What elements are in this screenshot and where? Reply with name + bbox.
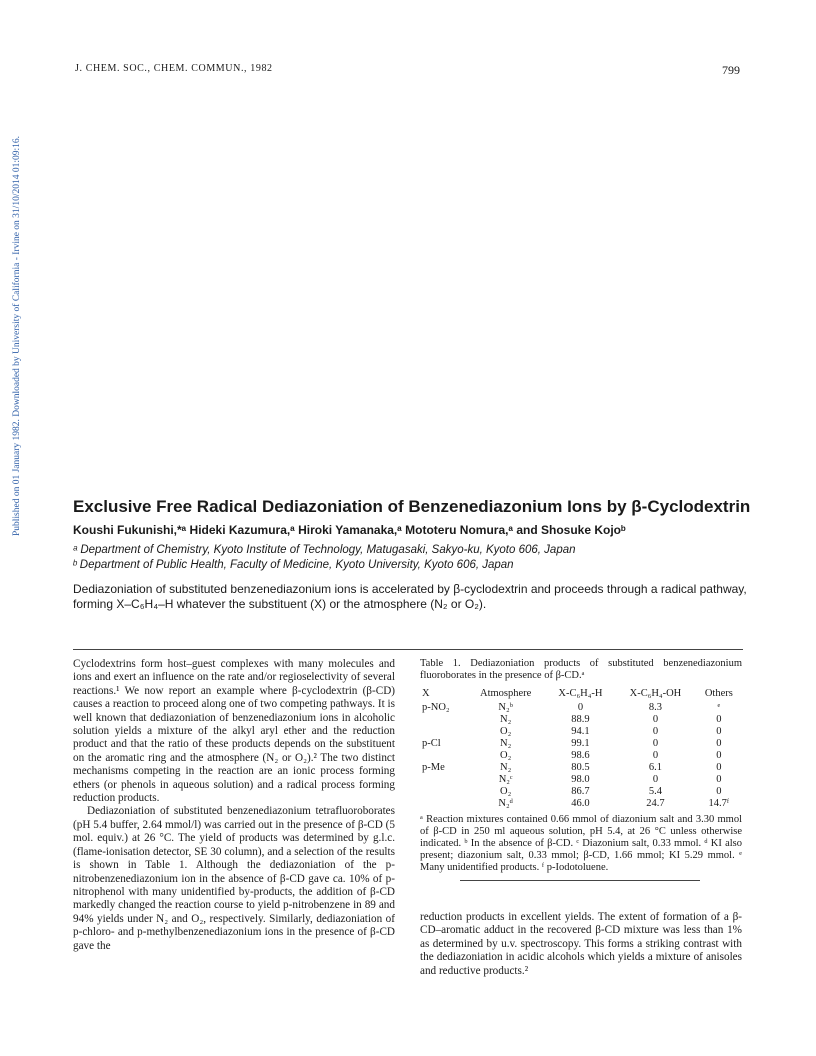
table-cell: p-NO₂	[422, 702, 450, 713]
affiliation-b: ᵇ Department of Public Health, Faculty of Medicine, Kyoto University, Kyoto 606, Japan	[73, 559, 514, 571]
table-footnotes: ᵃ Reaction mixtures contained 0.66 mmol of diazonium salt and 3.30 mmol of β-CD in 250 ml aqueous solution, pH 5.4, at 26 °C unless otherwise indicated. ᵇ In the absence of β-CD. ᶜ Diazonium salt, 0.33 mmol. ᵈ KI also present; diazonium salt, 0.33 mmol; β-CD, 1.66 mmol; KI 5.29 mmol. ᵉ Many unidentified products. ᶠ p-Iodotoluene.	[420, 814, 742, 873]
table-cell: p-Me	[422, 762, 445, 773]
page-number: 799	[722, 63, 740, 77]
table-1	[420, 658, 742, 881]
provenance-note: Published on 01 January 1982. Downloaded by University of California - Irvine on 31/10/2014 01:09:16.	[12, 136, 22, 537]
table-cell: N₂	[500, 738, 512, 749]
table-cell	[420, 726, 466, 738]
table-row	[420, 762, 742, 774]
table-cell: 0	[716, 762, 722, 773]
running-head: J. CHEM. SOC., CHEM. COMMUN., 1982	[75, 63, 273, 74]
table-cell: 98.0	[571, 774, 590, 785]
table-cell: N₂	[500, 762, 512, 773]
body-paragraph-1: Cyclodextrins form host–guest complexes with many molecules and ions and exert an influence on the rate and/or regioselectivity of several reactions.¹ We now report an example where β-cyclodextrin (β-CD) causes a reaction to proceed along one of two competing pathways. It is well known that dediazoniation of benzenediazonium ions in alcoholic solution yields a mixture of the alkyl aryl ether and the reduction product and that the ratio of these products depends on the substituent on the aromatic ring and the atmosphere (N₂ or O₂).² The two distinct mechanisms competing in the reaction are an ionic process forming ethers (or phenols in aqueous solution) and a radical process forming reduction products.	[73, 658, 395, 805]
table-cell: 86.7	[571, 786, 590, 797]
column-header: X-C₆H₄-OH	[629, 688, 682, 699]
body-paragraph-2: Dediazoniation of substituted benzenediazonium tetrafluoroborates (pH 5.4 buffer, 2.64 mmol/l) was carried out in the presence of β-CD (5 mol. equiv.) at 26 °C. The yield of products was determined by g.l.c. (flame-ionisation detector, SE 30 column), and a selection of the results is shown in Table 1. Although the dediazoniation of the p-nitrobenzenediazonium ion in the absence of β-CD gave ca. 10% of p-nitrophenol with many unidentified by-products, the addition of β-CD markedly changed the reaction course to yield p-nitrobenzene in 89 and 94% yields under N₂ and O₂, respectively. Similarly, dediazoniation of p-chloro- and p-methylbenzenediazonium ions in the presence of β-CD gave the	[73, 805, 395, 952]
results-table	[420, 688, 742, 810]
table-cell: N₂ᵈ	[498, 798, 513, 809]
right-column	[420, 911, 742, 978]
table-cell: 0	[577, 702, 584, 713]
table-cell: 0	[716, 750, 722, 761]
table-row	[420, 702, 742, 714]
table-row	[420, 798, 742, 810]
column-header: X	[422, 688, 430, 699]
table-cell: 0	[716, 774, 722, 785]
table-row	[420, 774, 742, 786]
article-title: Exclusive Free Radical Dediazoniation of Benzenediazonium Ions by β-Cyclodextrin	[73, 497, 751, 516]
article-header	[73, 497, 753, 612]
table-cell: 0	[652, 726, 659, 737]
table-cell: O₂	[500, 726, 512, 737]
table-cell: 8.3	[648, 702, 662, 713]
abstract-divider	[73, 649, 743, 650]
table-cell: 24.7	[646, 798, 665, 809]
table-cell: 0	[652, 738, 659, 749]
table-cell	[420, 798, 466, 810]
table-row	[420, 738, 742, 750]
table-cell: N₂ᵇ	[498, 702, 513, 713]
table-caption: Table 1. Dediazoniation products of substituted benzenediazonium fluoroborates in the presence of β-CD.ᵃ	[420, 658, 742, 681]
table-row	[420, 750, 742, 762]
table-cell: 98.6	[571, 750, 590, 761]
table-row	[420, 786, 742, 798]
table-cell: 14.7ᶠ	[708, 798, 730, 809]
table-cell: O₂	[500, 786, 512, 797]
table-cell: 0	[652, 774, 659, 785]
table-cell: O₂	[500, 750, 512, 761]
table-cell: 0	[652, 714, 659, 725]
left-column	[73, 658, 395, 953]
table-cell: 46.0	[571, 798, 590, 809]
table-cell: 88.9	[571, 714, 590, 725]
column-header: Atmosphere	[480, 688, 532, 699]
table-row	[420, 714, 742, 726]
table-cell: ᵉ	[717, 702, 721, 713]
body-paragraph-3: reduction products in excellent yields. The extent of formation of a β-CD–aromatic adduct in the recovered β-CD mixture was less than 1% as determined by u.v. spectroscopy. This forms a striking contrast with the dediazoniation in acidic alcohols which yields a mixture of anisoles and reductive products.²	[420, 911, 742, 977]
affiliation-a: ᵃ Department of Chemistry, Kyoto Institute of Technology, Matugasaki, Sakyo-ku, Kyoto 606, Japan	[73, 544, 576, 556]
table-cell: 0	[716, 726, 722, 737]
table-cell	[420, 750, 466, 762]
table-cell: 0	[716, 714, 722, 725]
column-header: Others	[704, 688, 733, 699]
table-cell: 0	[716, 786, 722, 797]
table-cell: 6.1	[648, 762, 662, 773]
table-cell: 0	[716, 738, 722, 749]
table-row	[420, 726, 742, 738]
author-list: Koushi Fukunishi,*ᵃ Hideki Kazumura,ᵃ Hiroki Yamanaka,ᵃ Mototeru Nomura,ᵃ and Shosuke Kojoᵇ	[73, 523, 626, 537]
table-end-rule	[460, 880, 700, 881]
table-cell: 99.1	[571, 738, 590, 749]
table-cell: N₂ᶜ	[498, 774, 513, 785]
table-cell	[420, 786, 466, 798]
abstract: Dediazoniation of substituted benzenediazonium ions is accelerated by β-cyclodextrin and proceeds through a radical pathway, forming X–C₆H₄–H whatever the substituent (X) or the atmosphere (N₂ or O₂).	[73, 582, 747, 611]
table-cell: 0	[652, 750, 659, 761]
table-cell: 80.5	[571, 762, 590, 773]
table-cell: N₂	[500, 714, 512, 725]
table-cell	[420, 774, 466, 786]
table-cell: 94.1	[571, 726, 590, 737]
table-cell	[420, 714, 466, 726]
column-header: X-C₆H₄-H	[558, 688, 603, 699]
table-cell: p-Cl	[422, 738, 441, 749]
table-cell: 5.4	[648, 786, 662, 797]
